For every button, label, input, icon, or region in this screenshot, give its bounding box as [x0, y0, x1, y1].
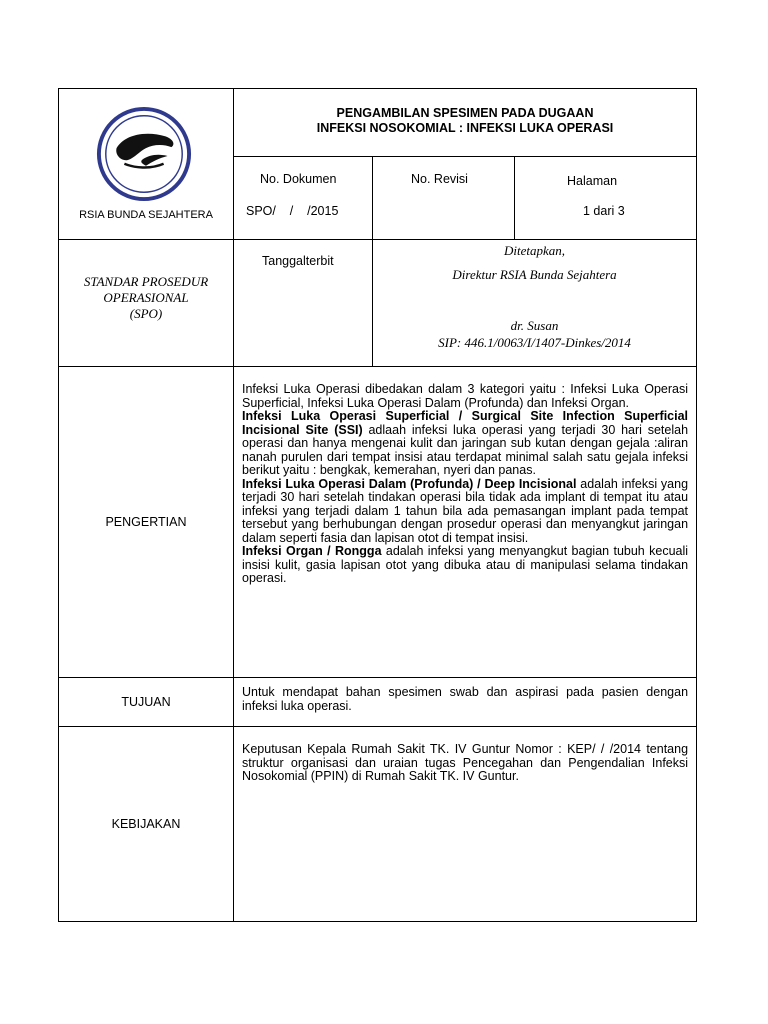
- title-line-2: INFEKSI NOSOKOMIAL : INFEKSI LUKA OPERASI: [316, 121, 614, 135]
- pengertian-paragraph-1: [242, 410, 688, 478]
- spo-title-cell: [59, 240, 234, 367]
- issue-date-label: Tanggalterbit: [262, 254, 334, 268]
- spo-line-1: STANDAR PROSEDUR: [83, 274, 209, 289]
- page-value: 1 dari 3: [583, 204, 625, 218]
- hospital-name: RSIA BUNDA SEJAHTERA: [79, 209, 213, 221]
- logo-cell: [59, 89, 234, 240]
- pengertian-paragraph-3: [242, 545, 688, 586]
- pengertian-term-3: Infeksi Organ / Rongga: [242, 544, 382, 558]
- page-label: Halaman: [567, 174, 618, 188]
- title-line-1: PENGAMBILAN SPESIMEN PADA DUGAAN: [336, 106, 594, 120]
- issue-date-cell: [234, 240, 373, 367]
- tujuan-label: TUJUAN: [59, 678, 234, 727]
- pengertian-label: PENGERTIAN: [59, 367, 234, 678]
- pengertian-desc-3: adalah infeksi yang menyangkut bagian tubuh kecuali insisi kulit, gasia lapisan otot yang dibuka atau di manipulasi selama tindakan operasi.: [242, 544, 689, 585]
- spo-document: [58, 88, 696, 922]
- pengertian-term-2: Infeksi Luka Operasi Dalam (Profunda) / Deep Incisional: [242, 476, 577, 491]
- revision-label: No. Revisi: [411, 172, 468, 186]
- spo-table: [58, 88, 697, 922]
- pengertian-intro: Infeksi Luka Operasi dibedakan dalam 3 kategori yaitu : Infeksi Luka Operasi Superficial, Infeksi Luka Operasi Dalam (Profunda) dan Infeksi Organ.: [242, 382, 689, 410]
- kebijakan-label-text: KEBIJAKAN: [111, 817, 181, 831]
- hospital-logo-icon: [95, 105, 193, 203]
- pengertian-term-1: Infeksi Luka Operasi Superficial / Surgical Site Infection Superficial Incisional Site (SSI): [242, 409, 689, 437]
- approval-ditetapkan: Ditetapkan,: [504, 243, 566, 258]
- kebijakan-content: Keputusan Kepala Rumah Sakit TK. IV Guntur Nomor : KEP/ / /2014 tentang struktur organisasi dan uraian tugas Pencegahan dan Pengendalian Infeksi Nosokomial (PPIN) di Rumah Sakit TK. IV Guntur.: [234, 727, 697, 922]
- spo-line-2: OPERASIONAL: [103, 290, 189, 305]
- pengertian-paragraph-2: [242, 478, 688, 546]
- page-cell: [515, 157, 697, 240]
- document-title: [234, 89, 697, 157]
- pengertian-content: [234, 367, 697, 678]
- pengertian-desc-2: adalah infeksi yang terjadi 30 hari setelah tindakan operasi bila tidak ada implant di tempat itu atau infeksi yang terjadi dalam 1 tahun bila ada pemasangan implant pada tempat tersebut yang berhubungan dengan prosedur operasi dan menyangkut jaringan dalam seperti fasia dan lapisan otot di tempat insisi.: [242, 476, 689, 545]
- approval-director: Direktur RSIA Bunda Sejahtera: [452, 267, 617, 282]
- tujuan-content: Untuk mendapat bahan spesimen swab dan aspirasi pada pasien dengan infeksi luka operasi.: [234, 678, 697, 727]
- kebijakan-label: [59, 727, 234, 922]
- pengertian-desc-1: adlaah infeksi luka operasi yang terjadi 30 hari setelah operasi dan hanya mengenai kulit dan jaringan sub kutan dengan gejala :aliran nanah purulen dari tempat insisi atau terdapat minimal salah satu gejala infeksi berikut yaitu : bengkak, kemerahan, nyeri dan panas.: [242, 422, 689, 477]
- spo-line-3: (SPO): [129, 306, 163, 321]
- revision-cell: [373, 157, 515, 240]
- signer-sip: SIP: 446.1/0063/I/1407-Dinkes/2014: [438, 335, 631, 350]
- document-number-label: No. Dokumen: [260, 172, 337, 186]
- approval-cell: [373, 240, 697, 367]
- document-number-cell: [234, 157, 373, 240]
- signer-name: dr. Susan: [510, 318, 559, 333]
- document-number-value: SPO/ / /2015: [246, 204, 339, 218]
